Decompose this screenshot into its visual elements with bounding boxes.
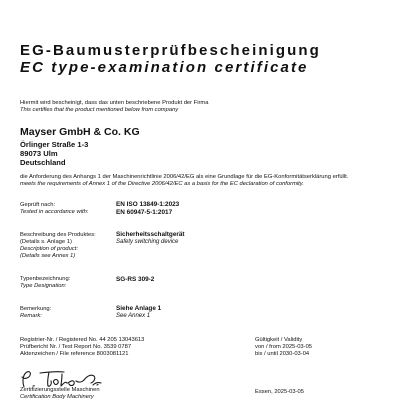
test-report-number: Prüfbericht Nr. / Test Report No. 3539 0787 bbox=[20, 344, 132, 350]
holder-street: Örlinger Straße 1-3 bbox=[20, 140, 89, 149]
statement-english: meets the requirements of Annex 1 of the Directive 2006/42/EC as a basis for the EC declaration of conformity. bbox=[20, 181, 304, 187]
type-label-english: Type Designation: bbox=[20, 283, 67, 289]
description-details-german: (Details s. Anlage 1) bbox=[20, 239, 72, 245]
description-label-german: Beschreibung des Produktes: bbox=[20, 232, 96, 238]
product-description-english: Safety switching device bbox=[116, 239, 179, 245]
validity-until: bis / until 2030-03-04 bbox=[255, 351, 310, 357]
product-description-german: Sicherheitsschaltgerät bbox=[116, 231, 185, 238]
file-reference: Aktenzeichen / File reference 8003081121 bbox=[20, 351, 129, 357]
place-and-date: Essen, 2025-03-05 bbox=[255, 389, 304, 395]
remark-english: See Annex 1 bbox=[116, 313, 151, 319]
remark-label-german: Bemerkung: bbox=[20, 306, 52, 312]
remark-german: Siehe Anlage 1 bbox=[116, 305, 162, 312]
validity-label: Gültigkeit / Validity bbox=[255, 337, 303, 343]
description-details-english: (Details see Annex 1) bbox=[20, 253, 76, 259]
remark-label-english: Remark: bbox=[20, 313, 42, 319]
holder-country: Deutschland bbox=[20, 158, 66, 167]
tested-standard-2: EN 60947-5-1:2017 bbox=[116, 209, 173, 216]
tested-label-german: Geprüft nach: bbox=[20, 202, 56, 208]
handwritten-signature bbox=[18, 369, 106, 389]
holder-company-name: Mayser GmbH & Co. KG bbox=[20, 126, 140, 138]
validity-from: von / from 2025-03-05 bbox=[255, 344, 313, 350]
intro-english: This certifies that the product mentioned below from company bbox=[20, 107, 179, 113]
statement-german: die Anforderung des Anhangs 1 der Maschinenrichtlinie 2006/42/EG als eine Grundlage für die EG-Konformitätserklärung erfüllt. bbox=[20, 174, 349, 180]
holder-city: 89073 Ulm bbox=[20, 149, 58, 158]
intro-german: Hiermit wird bescheinigt, dass das unten beschriebene Produkt der Firma bbox=[20, 100, 209, 106]
certification-body-german: Zertifizierungsstelle Maschinen bbox=[20, 387, 100, 393]
certificate-title-german: EG-Baumusterprüfbescheinigung bbox=[20, 42, 321, 59]
tested-standard-1: EN ISO 13849-1:2023 bbox=[116, 201, 180, 208]
registered-number: Registrier-Nr. / Registered No. 44 205 13043613 bbox=[20, 337, 145, 343]
description-label-english: Description of product: bbox=[20, 246, 78, 252]
tested-label-english: Tested in accordance with: bbox=[20, 209, 89, 215]
certification-body-english: Certification Body Machinery bbox=[20, 394, 94, 400]
type-label-german: Typenbezeichnung: bbox=[20, 276, 71, 282]
certificate-title-english: EC type-examination certificate bbox=[20, 59, 309, 76]
type-designation: SG-RS 309-2 bbox=[116, 276, 155, 283]
